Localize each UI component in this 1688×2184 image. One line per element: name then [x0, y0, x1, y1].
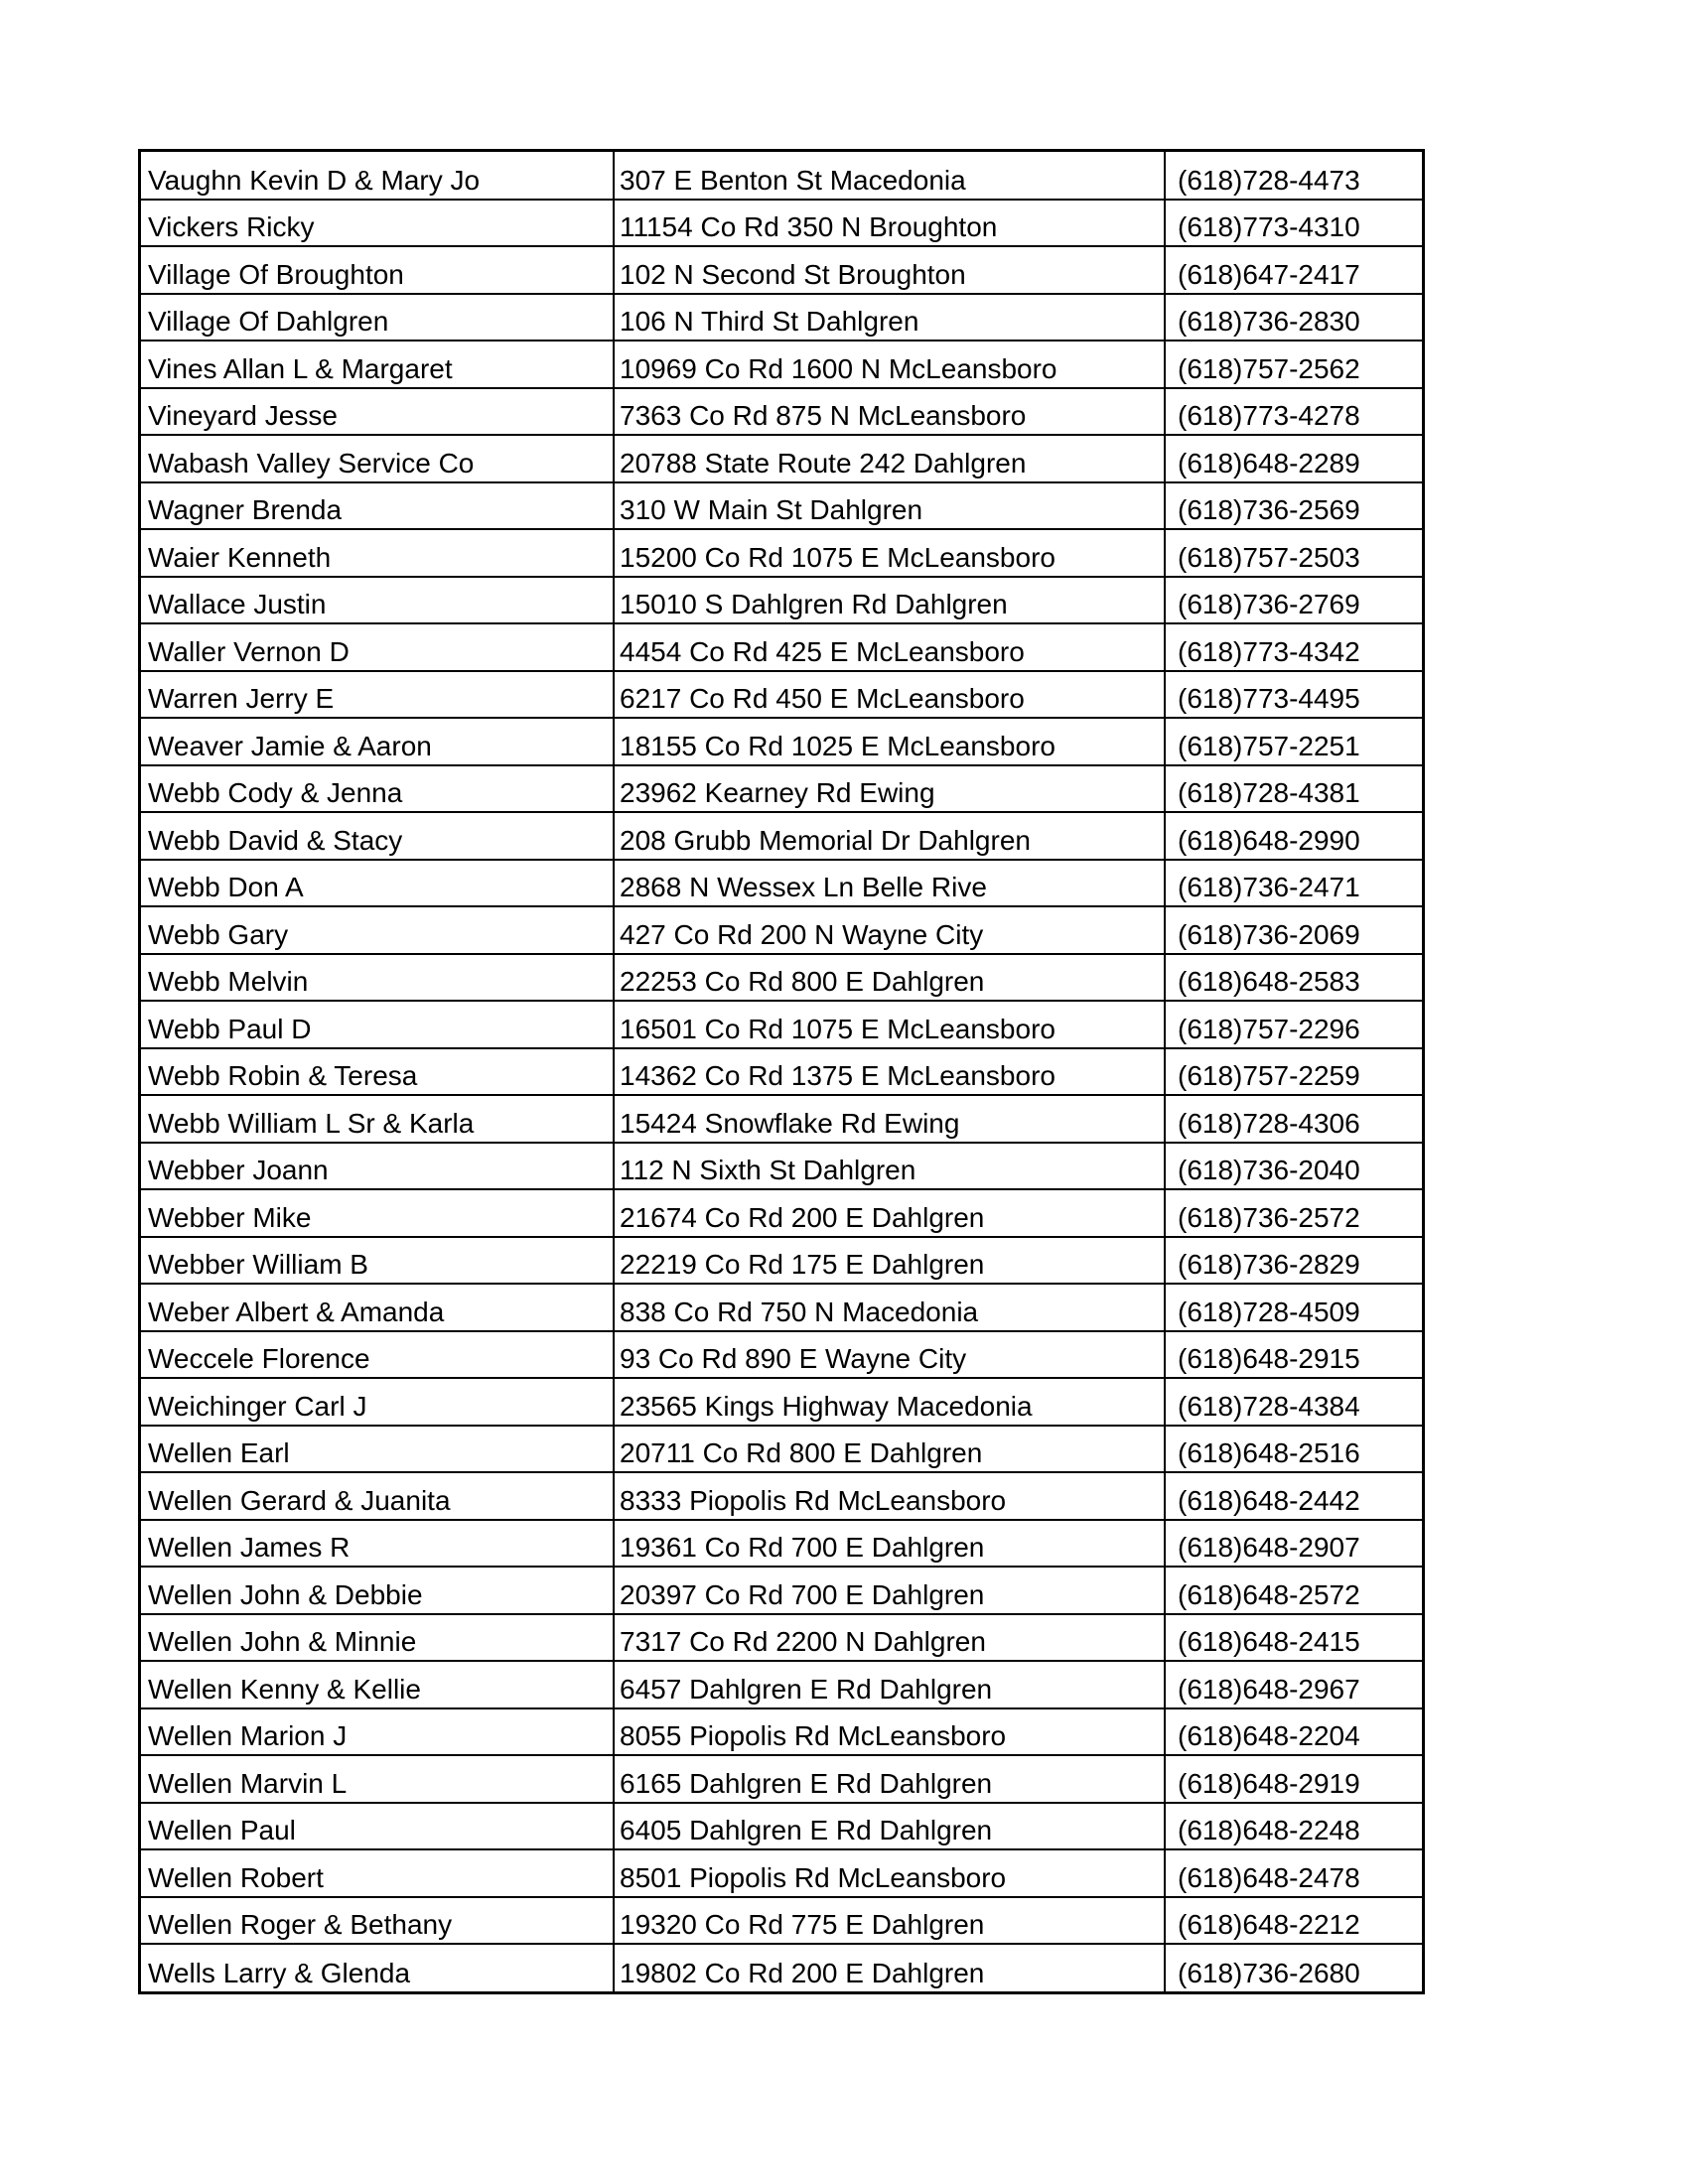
name-cell: Wellen Marvin L: [141, 1755, 614, 1803]
table-row: [141, 1426, 1422, 1473]
table-row: [141, 671, 1422, 719]
table-row: [141, 435, 1422, 482]
phone-cell: (618)647-2417: [1165, 246, 1422, 294]
phone-cell: (618)736-2471: [1165, 860, 1422, 907]
table-row: [141, 1708, 1422, 1756]
phone-cell: (618)736-2829: [1165, 1237, 1422, 1285]
phone-cell: (618)648-2212: [1165, 1897, 1422, 1945]
name-cell: Webb Paul D: [141, 1001, 614, 1048]
address-cell: 427 Co Rd 200 N Wayne City: [614, 906, 1165, 954]
phone-cell: (618)648-2967: [1165, 1661, 1422, 1708]
table-row: [141, 529, 1422, 577]
phone-cell: (618)773-4495: [1165, 671, 1422, 719]
name-cell: Village Of Broughton: [141, 246, 614, 294]
phone-cell: (618)728-4509: [1165, 1284, 1422, 1331]
address-cell: 838 Co Rd 750 N Macedonia: [614, 1284, 1165, 1331]
table-row: [141, 1661, 1422, 1708]
name-cell: Webb Don A: [141, 860, 614, 907]
table-row: [141, 1189, 1422, 1237]
table-row: [141, 1803, 1422, 1850]
name-cell: Wellen John & Debbie: [141, 1567, 614, 1614]
phone-cell: (618)728-4381: [1165, 765, 1422, 813]
name-cell: Wellen Gerard & Juanita: [141, 1472, 614, 1520]
table-row: [141, 1237, 1422, 1285]
table-row: [141, 1378, 1422, 1426]
address-cell: 23565 Kings Highway Macedonia: [614, 1378, 1165, 1426]
address-cell: 20397 Co Rd 700 E Dahlgren: [614, 1567, 1165, 1614]
name-cell: Warren Jerry E: [141, 671, 614, 719]
name-cell: Wellen James R: [141, 1520, 614, 1568]
table-row: [141, 1567, 1422, 1614]
table-row: [141, 1284, 1422, 1331]
phone-cell: (618)648-2415: [1165, 1614, 1422, 1662]
name-cell: Wellen Paul: [141, 1803, 614, 1850]
name-cell: Wellen Marion J: [141, 1708, 614, 1756]
phone-cell: (618)648-2990: [1165, 812, 1422, 860]
address-cell: 7317 Co Rd 2200 N Dahlgren: [614, 1614, 1165, 1662]
name-cell: Webb Cody & Jenna: [141, 765, 614, 813]
name-cell: Webb Robin & Teresa: [141, 1048, 614, 1096]
name-cell: Wellen Kenny & Kellie: [141, 1661, 614, 1708]
phone-cell: (618)773-4342: [1165, 623, 1422, 671]
name-cell: Webb David & Stacy: [141, 812, 614, 860]
table-row: [141, 718, 1422, 765]
table-row: [141, 906, 1422, 954]
address-cell: 307 E Benton St Macedonia: [614, 152, 1165, 200]
table-row: [141, 294, 1422, 341]
address-cell: 19320 Co Rd 775 E Dahlgren: [614, 1897, 1165, 1945]
phone-cell: (618)648-2442: [1165, 1472, 1422, 1520]
phone-cell: (618)728-4384: [1165, 1378, 1422, 1426]
table-row: [141, 1897, 1422, 1945]
table-row: [141, 1614, 1422, 1662]
address-cell: 8333 Piopolis Rd McLeansboro: [614, 1472, 1165, 1520]
table-row: [141, 1095, 1422, 1143]
phone-cell: (618)648-2478: [1165, 1849, 1422, 1897]
table-row: [141, 1944, 1422, 1991]
name-cell: Wellen Earl: [141, 1426, 614, 1473]
name-cell: Wellen Robert: [141, 1849, 614, 1897]
table-row: [141, 1001, 1422, 1048]
name-cell: Webb Melvin: [141, 954, 614, 1002]
table-row: [141, 1520, 1422, 1568]
address-cell: 14362 Co Rd 1375 E McLeansboro: [614, 1048, 1165, 1096]
address-cell: 23962 Kearney Rd Ewing: [614, 765, 1165, 813]
address-cell: 208 Grubb Memorial Dr Dahlgren: [614, 812, 1165, 860]
name-cell: Wabash Valley Service Co: [141, 435, 614, 482]
phone-cell: (618)736-2572: [1165, 1189, 1422, 1237]
table-row: [141, 1849, 1422, 1897]
name-cell: Weber Albert & Amanda: [141, 1284, 614, 1331]
address-cell: 106 N Third St Dahlgren: [614, 294, 1165, 341]
address-cell: 11154 Co Rd 350 N Broughton: [614, 200, 1165, 247]
address-cell: 22219 Co Rd 175 E Dahlgren: [614, 1237, 1165, 1285]
phone-cell: (618)757-2251: [1165, 718, 1422, 765]
address-cell: 20788 State Route 242 Dahlgren: [614, 435, 1165, 482]
table-row: [141, 341, 1422, 388]
name-cell: Wells Larry & Glenda: [141, 1944, 614, 1991]
name-cell: Vickers Ricky: [141, 200, 614, 247]
table-row: [141, 1143, 1422, 1190]
phone-cell: (618)648-2583: [1165, 954, 1422, 1002]
phone-cell: (618)773-4278: [1165, 388, 1422, 436]
name-cell: Vaughn Kevin D & Mary Jo: [141, 152, 614, 200]
name-cell: Wallace Justin: [141, 577, 614, 624]
address-cell: 102 N Second St Broughton: [614, 246, 1165, 294]
name-cell: Vines Allan L & Margaret: [141, 341, 614, 388]
address-cell: 15424 Snowflake Rd Ewing: [614, 1095, 1165, 1143]
address-cell: 6405 Dahlgren E Rd Dahlgren: [614, 1803, 1165, 1850]
name-cell: Webber William B: [141, 1237, 614, 1285]
address-cell: 15010 S Dahlgren Rd Dahlgren: [614, 577, 1165, 624]
address-cell: 4454 Co Rd 425 E McLeansboro: [614, 623, 1165, 671]
table-row: [141, 765, 1422, 813]
address-cell: 20711 Co Rd 800 E Dahlgren: [614, 1426, 1165, 1473]
phone-cell: (618)757-2562: [1165, 341, 1422, 388]
table-row: [141, 860, 1422, 907]
address-cell: 21674 Co Rd 200 E Dahlgren: [614, 1189, 1165, 1237]
phone-cell: (618)736-2040: [1165, 1143, 1422, 1190]
table-row: [141, 1331, 1422, 1379]
address-cell: 15200 Co Rd 1075 E McLeansboro: [614, 529, 1165, 577]
name-cell: Village Of Dahlgren: [141, 294, 614, 341]
phone-cell: (618)736-2830: [1165, 294, 1422, 341]
phone-cell: (618)648-2919: [1165, 1755, 1422, 1803]
name-cell: Weichinger Carl J: [141, 1378, 614, 1426]
address-cell: 7363 Co Rd 875 N McLeansboro: [614, 388, 1165, 436]
phone-cell: (618)648-2204: [1165, 1708, 1422, 1756]
address-cell: 8055 Piopolis Rd McLeansboro: [614, 1708, 1165, 1756]
address-cell: 8501 Piopolis Rd McLeansboro: [614, 1849, 1165, 1897]
phone-cell: (618)648-2572: [1165, 1567, 1422, 1614]
phone-cell: (618)648-2289: [1165, 435, 1422, 482]
address-cell: 18155 Co Rd 1025 E McLeansboro: [614, 718, 1165, 765]
phone-cell: (618)728-4473: [1165, 152, 1422, 200]
name-cell: Wellen John & Minnie: [141, 1614, 614, 1662]
phone-cell: (618)648-2516: [1165, 1426, 1422, 1473]
address-cell: 10969 Co Rd 1600 N McLeansboro: [614, 341, 1165, 388]
address-cell: 310 W Main St Dahlgren: [614, 482, 1165, 530]
phone-cell: (618)736-2069: [1165, 906, 1422, 954]
phone-cell: (618)736-2569: [1165, 482, 1422, 530]
phone-cell: (618)757-2503: [1165, 529, 1422, 577]
table-row: [141, 152, 1422, 200]
name-cell: Weccele Florence: [141, 1331, 614, 1379]
phone-cell: (618)757-2296: [1165, 1001, 1422, 1048]
address-cell: 93 Co Rd 890 E Wayne City: [614, 1331, 1165, 1379]
address-cell: 6457 Dahlgren E Rd Dahlgren: [614, 1661, 1165, 1708]
phone-cell: (618)648-2907: [1165, 1520, 1422, 1568]
phone-cell: (618)648-2248: [1165, 1803, 1422, 1850]
table-row: [141, 954, 1422, 1002]
name-cell: Webber Joann: [141, 1143, 614, 1190]
name-cell: Wagner Brenda: [141, 482, 614, 530]
address-cell: 16501 Co Rd 1075 E McLeansboro: [614, 1001, 1165, 1048]
name-cell: Webb Gary: [141, 906, 614, 954]
address-cell: 19802 Co Rd 200 E Dahlgren: [614, 1944, 1165, 1991]
phone-cell: (618)736-2680: [1178, 1957, 1360, 1988]
address-cell: 2868 N Wessex Ln Belle Rive: [614, 860, 1165, 907]
directory-table: [141, 152, 1422, 1991]
name-cell: Wellen Roger & Bethany: [141, 1897, 614, 1945]
name-cell: Vineyard Jesse: [141, 388, 614, 436]
table-row: [141, 1048, 1422, 1096]
name-cell: Waier Kenneth: [141, 529, 614, 577]
phone-cell: (618)736-2769: [1165, 577, 1422, 624]
directory-rows: [141, 152, 1422, 1991]
address-cell: 22253 Co Rd 800 E Dahlgren: [614, 954, 1165, 1002]
phone-cell: (618)648-2915: [1165, 1331, 1422, 1379]
table-row: [141, 482, 1422, 530]
table-row: [141, 1755, 1422, 1803]
directory-sheet: [138, 149, 1425, 1994]
table-row: [141, 388, 1422, 436]
phone-cell: (618)757-2259: [1165, 1048, 1422, 1096]
address-cell: 6217 Co Rd 450 E McLeansboro: [614, 671, 1165, 719]
name-cell: Weaver Jamie & Aaron: [141, 718, 614, 765]
address-cell: 6165 Dahlgren E Rd Dahlgren: [614, 1755, 1165, 1803]
name-cell: Waller Vernon D: [141, 623, 614, 671]
table-row: [141, 246, 1422, 294]
table-row: [141, 623, 1422, 671]
address-cell: 19361 Co Rd 700 E Dahlgren: [614, 1520, 1165, 1568]
phone-cell: (618)773-4310: [1165, 200, 1422, 247]
name-cell: Webb William L Sr & Karla: [141, 1095, 614, 1143]
table-row: [141, 200, 1422, 247]
phone-cell: (618)728-4306: [1165, 1095, 1422, 1143]
table-row: [141, 577, 1422, 624]
table-row: [141, 812, 1422, 860]
name-cell: Webber Mike: [141, 1189, 614, 1237]
table-row: [141, 1472, 1422, 1520]
address-cell: 112 N Sixth St Dahlgren: [614, 1143, 1165, 1190]
